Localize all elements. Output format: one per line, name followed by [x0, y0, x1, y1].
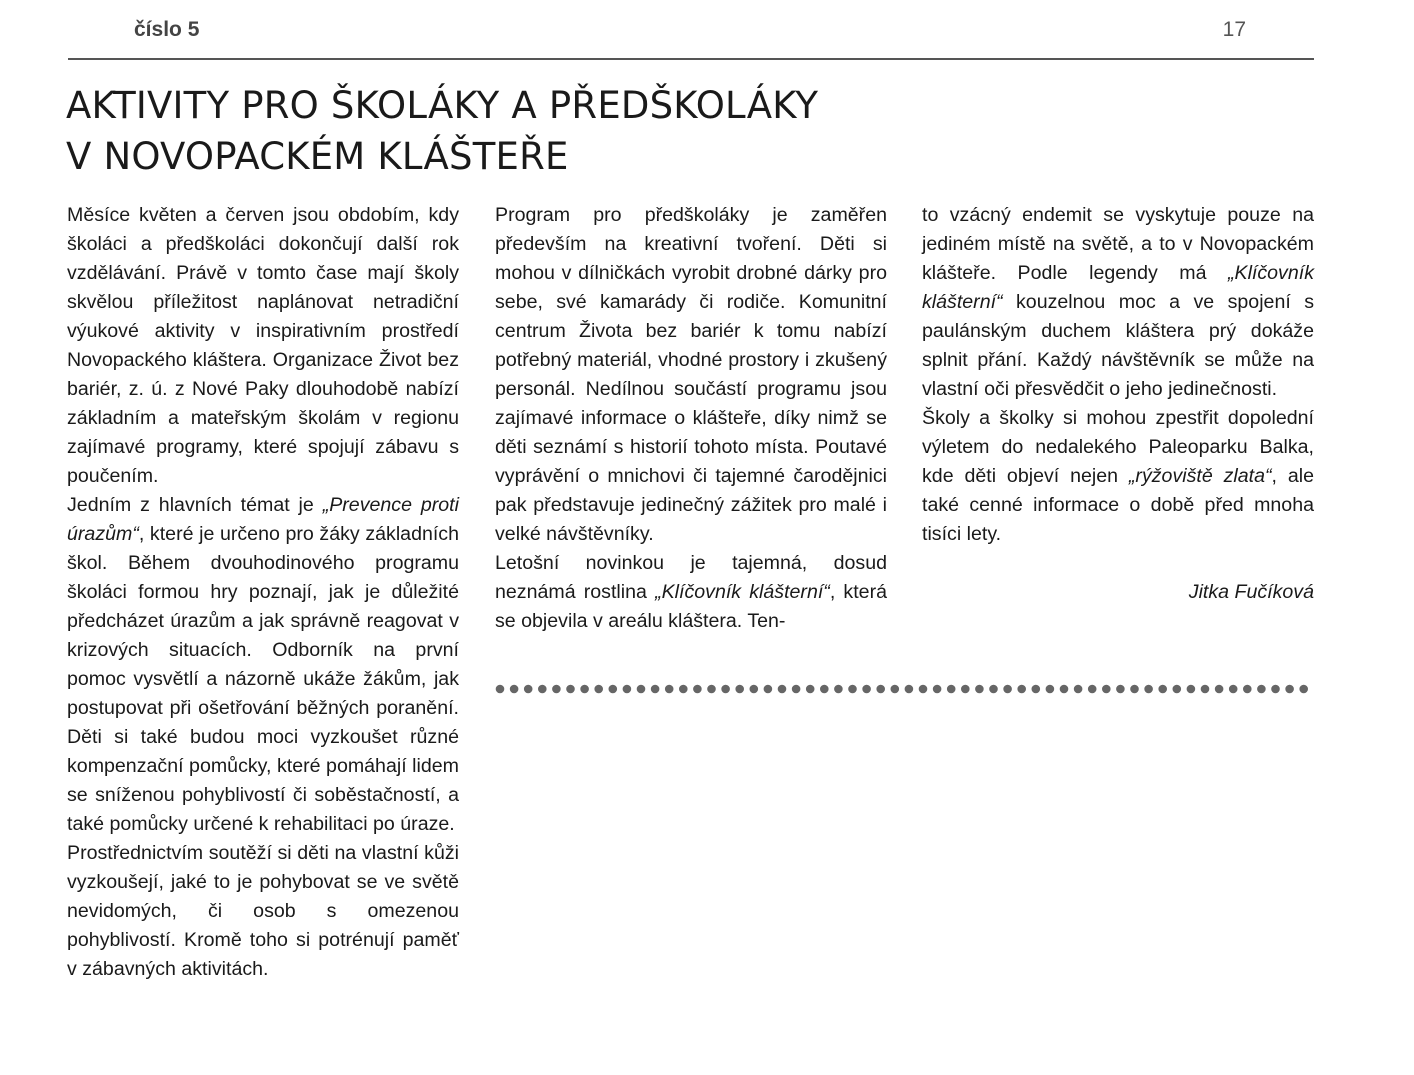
emphasis: „Prevence proti úrazům“ [67, 494, 459, 545]
separator-dot [1017, 685, 1026, 694]
separator-dot [975, 685, 984, 694]
separator-dot [750, 685, 759, 694]
emphasis: „Klíčovník klášterní“ [655, 581, 830, 603]
author-signature [922, 578, 1314, 607]
separator-dot [905, 685, 914, 694]
text-run: Školy a školky si mohou zpestřit dopolední výletem do nedalekého Paleoparku Balka, kde děti objeví nejen [922, 407, 1314, 487]
separator-dot [1144, 685, 1153, 694]
separator-dot [891, 685, 900, 694]
separator-dot [1116, 685, 1125, 694]
separator-dot [1201, 685, 1210, 694]
paragraph: Program pro předškoláky je zaměřen především na kreativní tvoření. Děti si mohou v dílničkách vyrobit drobné dárky pro sebe, své kamarády či rodiče. Komunitní centrum Života bez bariér k tomu nabízí potřebný materiál, vhodné prostory i zkušený personál. Nedílnou součástí programu jsou zajímavé informace o klášteře, díky nimž se děti seznámí s historií tohoto místa. Poutavé vyprávění o mnichovi či tajemné čarodějnici pak představuje jedinečný zážitek pro malé i velké návštěvníky. [495, 204, 887, 545]
separator-dot [1158, 685, 1167, 694]
page-number: 17 [1222, 18, 1246, 41]
separator-dot [806, 685, 815, 694]
separator-dot [1299, 685, 1308, 694]
separator-dot [1215, 685, 1224, 694]
separator-dot [637, 685, 646, 694]
separator-dot [764, 685, 773, 694]
separator-dot [1257, 685, 1266, 694]
separator-dot [1285, 685, 1294, 694]
text-run: , která se objevila v areálu kláštera. Ten- [495, 581, 887, 632]
paragraph [67, 491, 459, 839]
separator-dot [1173, 685, 1182, 694]
text-run: Jedním z hlavních témat je [67, 494, 323, 516]
separator-dot [1032, 685, 1041, 694]
separator-dot [735, 685, 744, 694]
paragraph: Prostřednictvím soutěží si děti na vlastní kůži vyzkoušejí, jaké to je pohybovat se ve světě nevidomých, či osob s omezenou pohyblivostí. Kromě toho si potrénují paměť v zábavných aktivitách. [67, 842, 459, 980]
text-run: to vzácný endemit se vyskytuje pouze na jediném místě na světě, a to v Novopackém klášteře. Podle legendy má [922, 204, 1314, 284]
separator-dot [538, 685, 547, 694]
separator-dot [594, 685, 603, 694]
separator-dot [707, 685, 716, 694]
separator-dot [1271, 685, 1280, 694]
separator-dot [1102, 685, 1111, 694]
separator-dot [947, 685, 956, 694]
separator-dot [1003, 685, 1012, 694]
column-2 [495, 201, 887, 636]
text-run: kouzelnou moc a ve spojení s paulánským duchem kláštera prý dokáže splnit přání. Každý návštěvník se může na vlastní oči přesvědčit o jeho jedinečnosti. [922, 291, 1314, 400]
separator-dot [580, 685, 589, 694]
separator-dot [1130, 685, 1139, 694]
separator-dot [1060, 685, 1069, 694]
separator-dot [862, 685, 871, 694]
separator-dot [933, 685, 942, 694]
paragraph: Měsíce květen a červen jsou obdobím, kdy školáci a předškoláci dokončují další rok vzdělávání. Právě v tomto čase mají školy skvělou příležitost naplánovat netradiční výukové aktivity v inspirativním prostředí Novopackého kláštera. Organizace Život bez bariér, z. ú. z Nové Paky dlouhodobě nabízí základním a mateřským školám v regionu zajímavé programy, které spojují zábavu s poučením. [67, 204, 459, 487]
separator-dot [876, 685, 885, 694]
text-run: Letošní novinkou je tajemná, dosud neznámá rostlina [495, 552, 887, 603]
separator-dot [651, 685, 660, 694]
separator-dot [679, 685, 688, 694]
title-line-2: V NOVOPACKÉM KLÁŠTEŘE [66, 135, 569, 178]
separator-dot [792, 685, 801, 694]
separator-dot [1229, 685, 1238, 694]
separator-dot [552, 685, 561, 694]
text-run: , ale také cenné informace o době před mnoha tisíci lety. [922, 465, 1314, 545]
separator-dot [1243, 685, 1252, 694]
separator-dot [1046, 685, 1055, 694]
paragraph [495, 549, 887, 636]
separator-dot [721, 685, 730, 694]
separator-dot [1187, 685, 1196, 694]
separator-dot [510, 685, 519, 694]
separator-dot [665, 685, 674, 694]
separator-dot [919, 685, 928, 694]
issue-number: číslo 5 [134, 18, 200, 41]
separator-dot [524, 685, 533, 694]
article-title [66, 80, 966, 182]
separator-dot [820, 685, 829, 694]
running-header [68, 14, 1314, 60]
separator-dot [961, 685, 970, 694]
column-3 [922, 201, 1314, 607]
separator-dot [1074, 685, 1083, 694]
title-line-1: AKTIVITY PRO ŠKOLÁKY A PŘEDŠKOLÁKY [66, 84, 819, 127]
column-1 [67, 201, 459, 984]
separator-dot [1088, 685, 1097, 694]
separator-dot [609, 685, 618, 694]
separator-dot [834, 685, 843, 694]
separator-dot [623, 685, 632, 694]
separator-dot [989, 685, 998, 694]
emphasis: „rýžoviště zlata“ [1128, 465, 1272, 487]
paragraph [922, 201, 1314, 404]
paragraph [922, 404, 1314, 549]
text-run: , které je určeno pro žáky základních škol. Během dvouhodinového programu školáci formou hry poznají, jak je důležité předcházet úrazům a jak správně reagovat v krizových situacích. Odborník na první pomoc vysvětlí a názorně ukáže žákům, jak postupovat při ošetřování běžných poranění. Děti si také budou moci vyzkoušet různé kompenzační pomůcky, které pomáhají lidem se sníženou pohyblivostí či soběstačností, a také pomůcky určené k rehabilitaci po úraze. [67, 523, 459, 835]
separator-dot [693, 685, 702, 694]
author-name: Jitka Fučíková [1188, 581, 1314, 603]
separator-dot [848, 685, 857, 694]
emphasis: „Klíčovník klášterní“ [922, 262, 1314, 313]
separator-dot [566, 685, 575, 694]
separator-dot [778, 685, 787, 694]
separator-dot [496, 685, 505, 694]
dotted-separator [495, 683, 1315, 695]
